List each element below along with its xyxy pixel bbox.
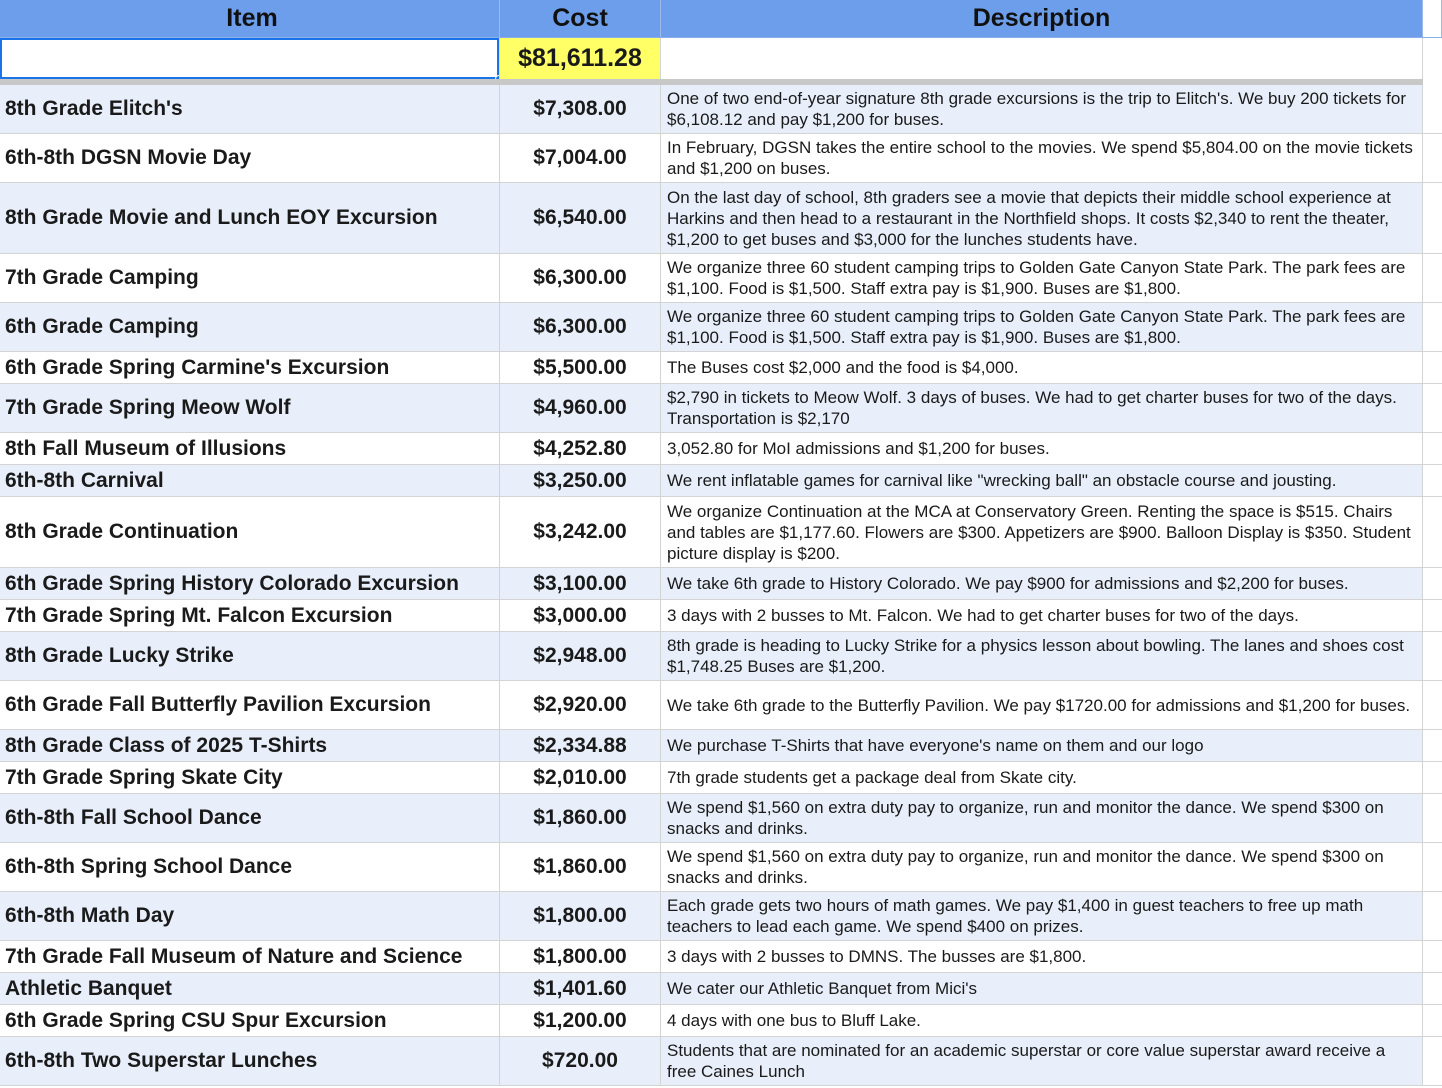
cost-cell[interactable]: $1,860.00 [500, 843, 661, 891]
item-cell[interactable]: 6th-8th DGSN Movie Day [0, 134, 500, 182]
description-cell[interactable]: We organize Continuation at the MCA at Conservatory Green. Renting the space is $515. Chairs and tables are $1,177.60. Flowers are $300. Appetizers are $900. Balloon Display is $350. Student picture display is $200. [661, 497, 1423, 567]
description-cell[interactable]: 4 days with one bus to Bluff Lake. [661, 1005, 1423, 1036]
table-row [0, 762, 1442, 794]
description-cell[interactable]: In February, DGSN takes the entire school to the movies. We spend $5,804.00 on the movie tickets and $1,200 on buses. [661, 134, 1423, 182]
table-row [0, 632, 1442, 681]
item-cell[interactable]: 6th Grade Camping [0, 303, 500, 351]
cost-cell[interactable]: $2,334.88 [500, 730, 661, 761]
description-cell[interactable]: The Buses cost $2,000 and the food is $4,000. [661, 352, 1423, 383]
description-cell[interactable]: One of two end-of-year signature 8th grade excursions is the trip to Elitch's. We buy 200 tickets for $6,108.12 and pay $1,200 for buses. [661, 85, 1423, 133]
description-cell[interactable]: 8th grade is heading to Lucky Strike for a physics lesson about bowling. The lanes and shoes cost $1,748.25 Buses are $1,200. [661, 632, 1423, 680]
description-cell[interactable]: 3 days with 2 busses to DMNS. The busses are $1,800. [661, 941, 1423, 972]
item-cell[interactable]: 6th-8th Fall School Dance [0, 794, 500, 842]
item-cell[interactable]: 6th Grade Spring History Colorado Excursion [0, 568, 500, 599]
data-rows [0, 85, 1442, 1086]
empty-column[interactable] [1423, 973, 1442, 1004]
selected-cell[interactable] [0, 38, 500, 79]
header-cost[interactable]: Cost [500, 0, 661, 37]
cost-cell[interactable]: $5,500.00 [500, 352, 661, 383]
empty-column[interactable] [1423, 794, 1442, 842]
empty-column[interactable] [1423, 384, 1442, 432]
description-cell[interactable]: We take 6th grade to History Colorado. We pay $900 for admissions and $2,200 for buses. [661, 568, 1423, 599]
table-row [0, 352, 1442, 384]
cost-cell[interactable]: $7,004.00 [500, 134, 661, 182]
item-cell[interactable]: 7th Grade Spring Mt. Falcon Excursion [0, 600, 500, 631]
item-cell[interactable]: 8th Grade Elitch's [0, 85, 500, 133]
empty-column[interactable] [1423, 433, 1442, 464]
cost-cell[interactable]: $3,250.00 [500, 465, 661, 496]
item-cell[interactable]: 6th Grade Spring CSU Spur Excursion [0, 1005, 500, 1036]
table-row [0, 1005, 1442, 1037]
cost-cell[interactable]: $2,920.00 [500, 681, 661, 729]
description-cell[interactable]: 3,052.80 for MoI admissions and $1,200 for buses. [661, 433, 1423, 464]
empty-column[interactable] [1423, 762, 1442, 793]
empty-column[interactable] [1423, 1005, 1442, 1036]
item-cell[interactable]: 8th Grade Continuation [0, 497, 500, 567]
item-cell[interactable]: 8th Grade Lucky Strike [0, 632, 500, 680]
header-row [0, 0, 1442, 38]
item-cell[interactable]: 8th Grade Movie and Lunch EOY Excursion [0, 183, 500, 253]
table-row [0, 254, 1442, 303]
description-cell[interactable]: On the last day of school, 8th graders see a movie that depicts their middle school experience at Harkins and then head to a restaurant in the Northfield shops. It costs $2,340 to rent the theater, $1,200 to get buses and $3,000 for the lunches students have. [661, 183, 1423, 253]
table-row [0, 85, 1442, 134]
cost-cell[interactable]: $720.00 [500, 1037, 661, 1085]
cost-cell[interactable]: $1,800.00 [500, 941, 661, 972]
empty-column[interactable] [1423, 352, 1442, 383]
cost-cell[interactable]: $6,300.00 [500, 303, 661, 351]
table-row [0, 134, 1442, 183]
description-cell[interactable]: We organize three 60 student camping trips to Golden Gate Canyon State Park. The park fees are $1,100. Food is $1,500. Staff extra pay is $1,900. Buses are $1,800. [661, 303, 1423, 351]
cost-cell[interactable]: $2,948.00 [500, 632, 661, 680]
description-cell[interactable]: $2,790 in tickets to Meow Wolf. 3 days of buses. We had to get charter buses for two of the days. Transportation is $2,170 [661, 384, 1423, 432]
cost-cell[interactable]: $2,010.00 [500, 762, 661, 793]
cost-cell[interactable]: $1,401.60 [500, 973, 661, 1004]
item-cell[interactable]: 8th Grade Class of 2025 T-Shirts [0, 730, 500, 761]
table-row [0, 303, 1442, 352]
description-cell[interactable]: We cater our Athletic Banquet from Mici's [661, 973, 1423, 1004]
fill-handle[interactable] [495, 75, 500, 79]
description-cell[interactable]: We spend $1,560 on extra duty pay to organize, run and monitor the dance. We spend $300 on snacks and drinks. [661, 794, 1423, 842]
table-row [0, 681, 1442, 730]
description-cell[interactable]: We organize three 60 student camping trips to Golden Gate Canyon State Park. The park fees are $1,100. Food is $1,500. Staff extra pay is $1,900. Buses are $1,800. [661, 254, 1423, 302]
description-cell[interactable]: We take 6th grade to the Butterfly Pavilion. We pay $1720.00 for admissions and $1,200 for buses. [661, 681, 1423, 729]
table-row [0, 568, 1442, 600]
item-cell[interactable]: 7th Grade Fall Museum of Nature and Science [0, 941, 500, 972]
description-cell[interactable]: We purchase T-Shirts that have everyone's name on them and our logo [661, 730, 1423, 761]
empty-column[interactable] [1423, 0, 1442, 37]
item-cell[interactable]: 6th Grade Spring Carmine's Excursion [0, 352, 500, 383]
item-cell[interactable]: 7th Grade Camping [0, 254, 500, 302]
total-description-cell[interactable] [661, 38, 1423, 79]
empty-column[interactable] [1423, 134, 1442, 182]
item-cell[interactable]: 6th-8th Carnival [0, 465, 500, 496]
empty-column[interactable] [1423, 465, 1442, 496]
table-row [0, 794, 1442, 843]
table-row [0, 433, 1442, 465]
selection-border [0, 38, 499, 79]
description-cell[interactable]: Each grade gets two hours of math games. We pay $1,400 in guest teachers to free up math teachers to lead each game. We spend $400 on prizes. [661, 892, 1423, 940]
table-row [0, 384, 1442, 433]
item-cell[interactable]: Athletic Banquet [0, 973, 500, 1004]
table-row [0, 1037, 1442, 1086]
empty-column[interactable] [1423, 85, 1442, 133]
table-row [0, 941, 1442, 973]
empty-column[interactable] [1423, 730, 1442, 761]
description-cell[interactable]: 3 days with 2 busses to Mt. Falcon. We had to get charter buses for two of the days. [661, 600, 1423, 631]
cost-cell[interactable]: $3,100.00 [500, 568, 661, 599]
item-cell[interactable]: 7th Grade Spring Meow Wolf [0, 384, 500, 432]
empty-column[interactable] [1423, 183, 1442, 253]
empty-column[interactable] [1423, 681, 1442, 729]
empty-column[interactable] [1423, 632, 1442, 680]
cost-cell[interactable]: $1,200.00 [500, 1005, 661, 1036]
item-cell[interactable]: 6th-8th Math Day [0, 892, 500, 940]
description-cell[interactable]: We rent inflatable games for carnival like "wrecking ball" an obstacle course and jousting. [661, 465, 1423, 496]
cost-cell[interactable]: $3,000.00 [500, 600, 661, 631]
header-item[interactable]: Item [0, 0, 500, 37]
empty-column[interactable] [1423, 892, 1442, 940]
description-cell[interactable]: 7th grade students get a package deal from Skate city. [661, 762, 1423, 793]
table-row [0, 497, 1442, 568]
empty-column[interactable] [1423, 600, 1442, 631]
empty-column[interactable] [1423, 1037, 1442, 1085]
empty-column[interactable] [1423, 303, 1442, 351]
description-cell[interactable]: We spend $1,560 on extra duty pay to organize, run and monitor the dance. We spend $300 on snacks and drinks. [661, 843, 1423, 891]
item-cell[interactable]: 6th Grade Fall Butterfly Pavilion Excursion [0, 681, 500, 729]
cost-cell[interactable]: $6,540.00 [500, 183, 661, 253]
table-row [0, 843, 1442, 892]
header-description[interactable]: Description [661, 0, 1423, 37]
cost-cell[interactable]: $4,252.80 [500, 433, 661, 464]
empty-column[interactable] [1423, 38, 1442, 79]
cost-cell[interactable]: $4,960.00 [500, 384, 661, 432]
item-cell[interactable]: 6th-8th Spring School Dance [0, 843, 500, 891]
empty-column[interactable] [1423, 941, 1442, 972]
item-cell[interactable]: 7th Grade Spring Skate City [0, 762, 500, 793]
total-cost-cell[interactable]: $81,611.28 [500, 38, 661, 79]
table-row [0, 973, 1442, 1005]
table-row [0, 465, 1442, 497]
cost-cell[interactable]: $7,308.00 [500, 85, 661, 133]
cost-cell[interactable]: $1,860.00 [500, 794, 661, 842]
item-cell[interactable]: 8th Fall Museum of Illusions [0, 433, 500, 464]
item-cell[interactable]: 6th-8th Two Superstar Lunches [0, 1037, 500, 1085]
cost-cell[interactable]: $3,242.00 [500, 497, 661, 567]
cost-cell[interactable]: $1,800.00 [500, 892, 661, 940]
table-row [0, 730, 1442, 762]
table-row [0, 892, 1442, 941]
table-row [0, 183, 1442, 254]
empty-column[interactable] [1423, 254, 1442, 302]
total-row [0, 38, 1442, 79]
empty-column[interactable] [1423, 568, 1442, 599]
empty-column[interactable] [1423, 497, 1442, 567]
empty-column[interactable] [1423, 843, 1442, 891]
description-cell[interactable]: Students that are nominated for an academic superstar or core value superstar award receive a free Caines Lunch [661, 1037, 1423, 1085]
cost-cell[interactable]: $6,300.00 [500, 254, 661, 302]
table-row [0, 600, 1442, 632]
